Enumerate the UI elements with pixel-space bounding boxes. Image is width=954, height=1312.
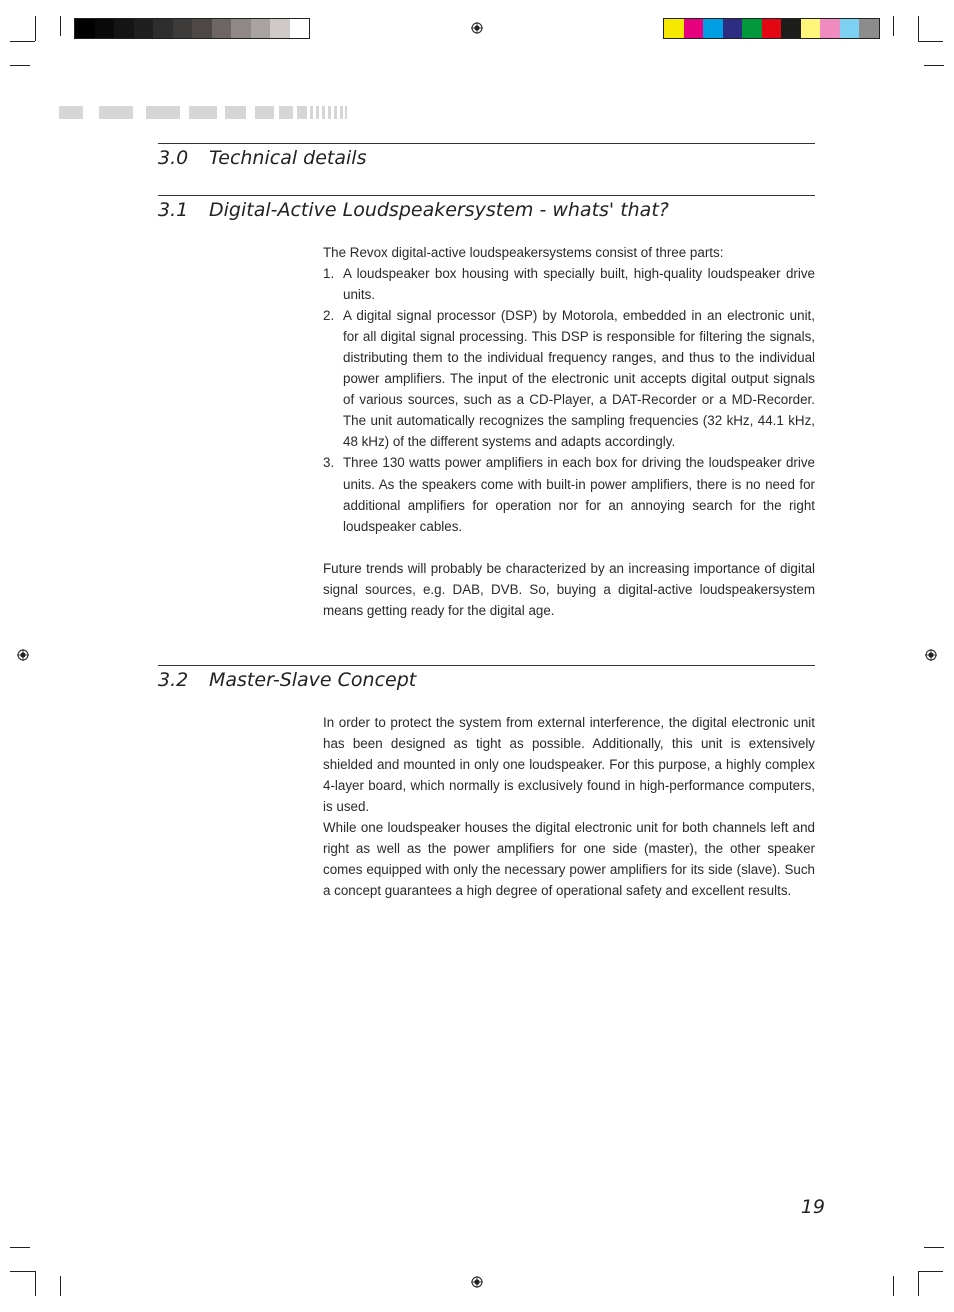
color-swatch bbox=[664, 19, 684, 38]
list-item bbox=[323, 305, 815, 452]
color-swatch bbox=[859, 19, 879, 38]
section-heading-3-2 bbox=[158, 669, 416, 691]
color-swatch bbox=[703, 19, 723, 38]
section-heading-3-0 bbox=[158, 147, 366, 169]
color-calibration-bar bbox=[663, 18, 880, 39]
color-swatch bbox=[762, 19, 782, 38]
registration-mark-icon bbox=[471, 1276, 483, 1288]
registration-mark-icon bbox=[925, 649, 937, 661]
page-number: 19 bbox=[800, 1196, 825, 1218]
registration-mark-icon bbox=[17, 649, 29, 661]
list-item bbox=[323, 263, 815, 305]
color-swatch bbox=[801, 19, 821, 38]
gray-swatch bbox=[251, 19, 271, 38]
section-3-1-body bbox=[323, 242, 815, 621]
section-number: 3.2 bbox=[158, 669, 189, 691]
gray-swatch bbox=[290, 19, 310, 38]
gray-swatch bbox=[212, 19, 232, 38]
parts-list bbox=[323, 263, 815, 537]
list-item bbox=[323, 452, 815, 536]
section-title: Digital-Active Loudspeakersystem - whats' that? bbox=[209, 199, 669, 221]
gray-swatch bbox=[114, 19, 134, 38]
section-heading-3-1 bbox=[158, 199, 669, 221]
list-item-text: Three 130 watts power amplifiers in each box for driving the loudspeaker drive units. As the speakers come with built-in power amplifiers, there is no need for additional amplifiers for operation nor for an annoying search for the right loudspeaker cables. bbox=[343, 455, 815, 534]
section-rule bbox=[158, 195, 815, 196]
section-title: Technical details bbox=[209, 147, 367, 169]
gray-swatch bbox=[192, 19, 212, 38]
color-swatch bbox=[742, 19, 762, 38]
section-3-2-body bbox=[323, 712, 815, 901]
section-number: 3.1 bbox=[158, 199, 189, 221]
color-swatch bbox=[840, 19, 860, 38]
color-swatch bbox=[684, 19, 704, 38]
grayscale-calibration-bar bbox=[74, 18, 310, 39]
list-item-text: A digital signal processor (DSP) by Motorola, embedded in an electronic unit, for all digital signal processing. This DSP is responsible for filtering the signals, distributing them to the individual frequency ranges, and thus to the individual power amplifiers. The input of the electronic unit accepts digital output signals of various sources, such as a CD-Player, a DAT-Recorder or a MD-Recorder. The unit automatically recognizes the sampling frequencies (32 kHz, 44.1 kHz, 48 kHz) of the different systems and adapts accordingly. bbox=[343, 308, 815, 450]
gray-swatch bbox=[270, 19, 290, 38]
color-swatch bbox=[723, 19, 743, 38]
section-number: 3.0 bbox=[158, 147, 189, 169]
gray-swatch bbox=[134, 19, 154, 38]
list-marker: 3. bbox=[323, 455, 335, 471]
list-item-text: A loudspeaker box housing with specially built, high-quality loudspeaker drive units. bbox=[343, 266, 815, 303]
section-title: Master-Slave Concept bbox=[209, 669, 417, 691]
list-marker: 1. bbox=[323, 266, 335, 282]
outro-paragraph: Future trends will probably be characterized by an increasing importance of digital signal sources, e.g. DAB, DVB. So, buying a digital-active loudspeakersystem means getting ready for the digital age. bbox=[323, 560, 815, 618]
intro-paragraph: The Revox digital-active loudspeakersystems consist of three parts: bbox=[323, 245, 724, 260]
paragraph: In order to protect the system from external interference, the digital electronic unit has been designed as tight as possible. Additionally, this unit is extensively shielded and mounted in only one loudspeaker. For this purpose, a highly complex 4-layer board, which normally is exclusively found in high-performance computers, is used. bbox=[323, 715, 815, 815]
gray-swatch bbox=[153, 19, 173, 38]
paragraph: While one loudspeaker houses the digital electronic unit for both channels left and right as well as the power amplifiers for one side (master), the other speaker comes equipped with only the necessary power amplifiers for its side (slave). Such a concept guarantees a high degree of operational safety and excellent results. bbox=[323, 820, 815, 899]
gray-swatch bbox=[173, 19, 193, 38]
section-rule bbox=[158, 665, 815, 666]
color-swatch bbox=[820, 19, 840, 38]
gray-swatch bbox=[75, 19, 95, 38]
color-swatch bbox=[781, 19, 801, 38]
registration-mark-icon bbox=[471, 22, 483, 34]
list-marker: 2. bbox=[323, 308, 335, 324]
gray-swatch bbox=[95, 19, 115, 38]
gray-swatch bbox=[231, 19, 251, 38]
section-rule bbox=[158, 143, 815, 144]
